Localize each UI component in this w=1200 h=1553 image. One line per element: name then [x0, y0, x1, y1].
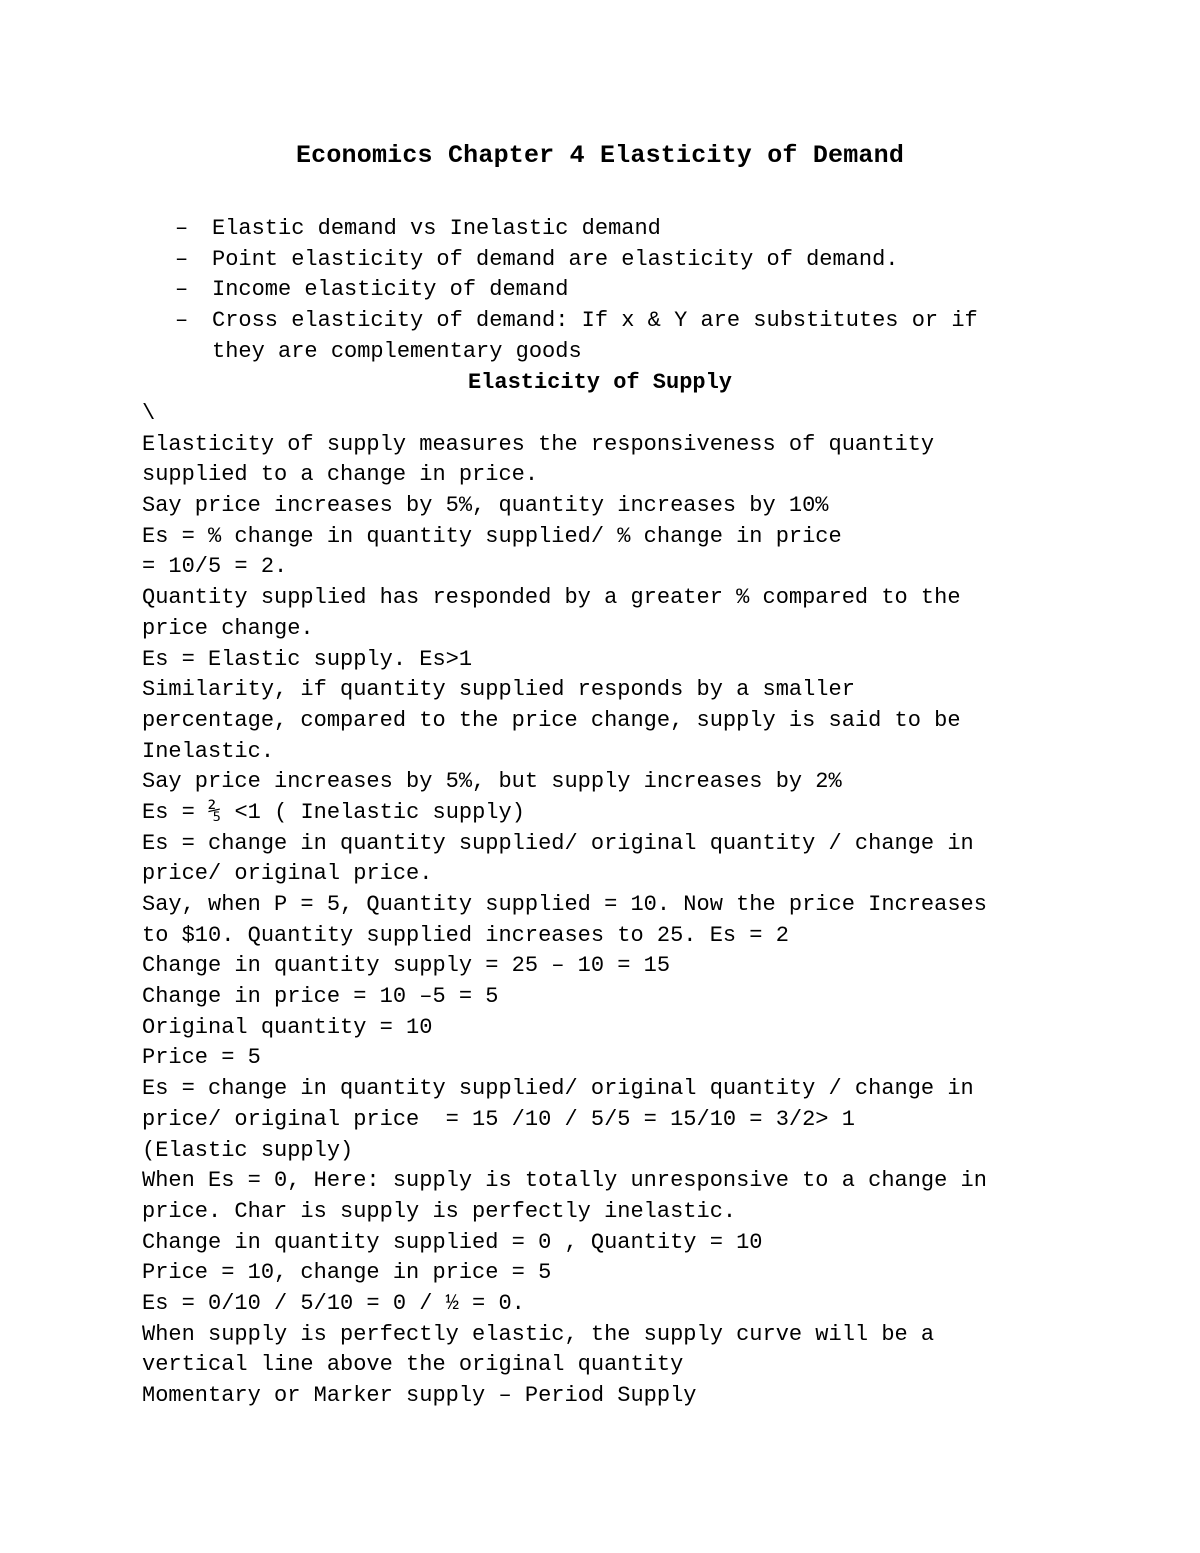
bullet-text-line: Elastic demand vs Inelastic demand — [212, 216, 661, 241]
section-heading: Elasticity of Supply — [467, 370, 733, 395]
body-line: Es = change in quantity supplied/ original quantity / change in — [142, 1076, 974, 1102]
body-line: vertical line above the original quantity — [142, 1352, 684, 1378]
body-line: Change in quantity supplied = 0 , Quantity = 10 — [142, 1229, 763, 1255]
bullet-text-line: Income elasticity of demand — [212, 277, 569, 303]
body-line: Say, when P = 5, Quantity supplied = 10. Now the price Increases — [142, 892, 987, 917]
body-line: When Es = 0, Here: supply is totally unresponsive to a change in — [142, 1168, 987, 1194]
page-title: Economics Chapter 4 Elasticity of Demand — [295, 141, 905, 170]
body-line: Momentary or Marker supply – Period Supply — [142, 1383, 697, 1408]
body-line: Say price increases by 5%, but supply increases by 2% — [142, 769, 842, 795]
bullet-dash: – — [175, 277, 189, 303]
body-line: Elasticity of supply measures the responsiveness of quantity — [142, 431, 935, 457]
body-line: Say price increases by 5%, quantity increases by 10% — [142, 493, 829, 519]
body-line: Es = 0/10 / 5/10 = 0 / ½ = 0. — [142, 1290, 525, 1316]
body-text — [142, 399, 1142, 1412]
body-line: to $10. Quantity supplied increases to 25. Es = 2 — [142, 922, 789, 948]
body-line: Es = % change in quantity supplied/ % change in price — [142, 523, 842, 549]
bullet-text-line: they are complementary goods — [212, 338, 582, 364]
bullet-dash: – — [175, 308, 189, 334]
body-line: Original quantity = 10 — [142, 1014, 433, 1040]
body-line: supplied to a change in price. — [142, 462, 539, 488]
body-line: = 10/5 = 2. — [142, 554, 288, 580]
body-line: percentage, compared to the price change, supply is said to be — [142, 707, 961, 733]
body-line: Es = change in quantity supplied/ original quantity / change in — [142, 830, 974, 856]
body-line: Change in price = 10 –5 = 5 — [142, 984, 499, 1010]
bullet-dash: – — [175, 246, 189, 272]
body-line: Similarity, if quantity supplied responds by a smaller — [142, 677, 855, 703]
body-line: Change in quantity supply = 25 – 10 = 15 — [142, 953, 671, 979]
body-line: When supply is perfectly elastic, the supply curve will be a — [142, 1321, 935, 1347]
body-line: Price = 10, change in price = 5 — [142, 1260, 552, 1286]
bullet-item — [175, 214, 1075, 245]
body-line: Price = 5 — [142, 1045, 261, 1071]
bullet-text-line: Point elasticity of demand are elasticity of demand. — [212, 246, 899, 272]
body-line: price/ original price = 15 /10 / 5/5 = 15/10 = 3/2> 1 — [142, 1106, 855, 1132]
body-line: \ — [142, 401, 156, 426]
bullet-item — [175, 245, 1075, 276]
body-line: Quantity supplied has responded by a greater % compared to the — [142, 585, 961, 611]
body-line: Es = ⅖ <1 ( Inelastic supply) — [142, 799, 525, 825]
bullet-item — [175, 306, 1075, 367]
body-line: price/ original price. — [142, 861, 433, 887]
body-line: price change. — [142, 615, 314, 641]
body-line: price. Char is supply is perfectly inelastic. — [142, 1198, 737, 1224]
body-line: (Elastic supply) — [142, 1137, 354, 1163]
bullet-item — [175, 275, 1075, 306]
topic-bullet-list — [175, 214, 1075, 368]
bullet-text-line: Cross elasticity of demand: If x & Y are substitutes or if — [212, 308, 978, 334]
body-line: Inelastic. — [142, 738, 275, 764]
body-line: Es = Elastic supply. Es>1 — [142, 646, 473, 672]
bullet-dash: – — [175, 216, 189, 241]
